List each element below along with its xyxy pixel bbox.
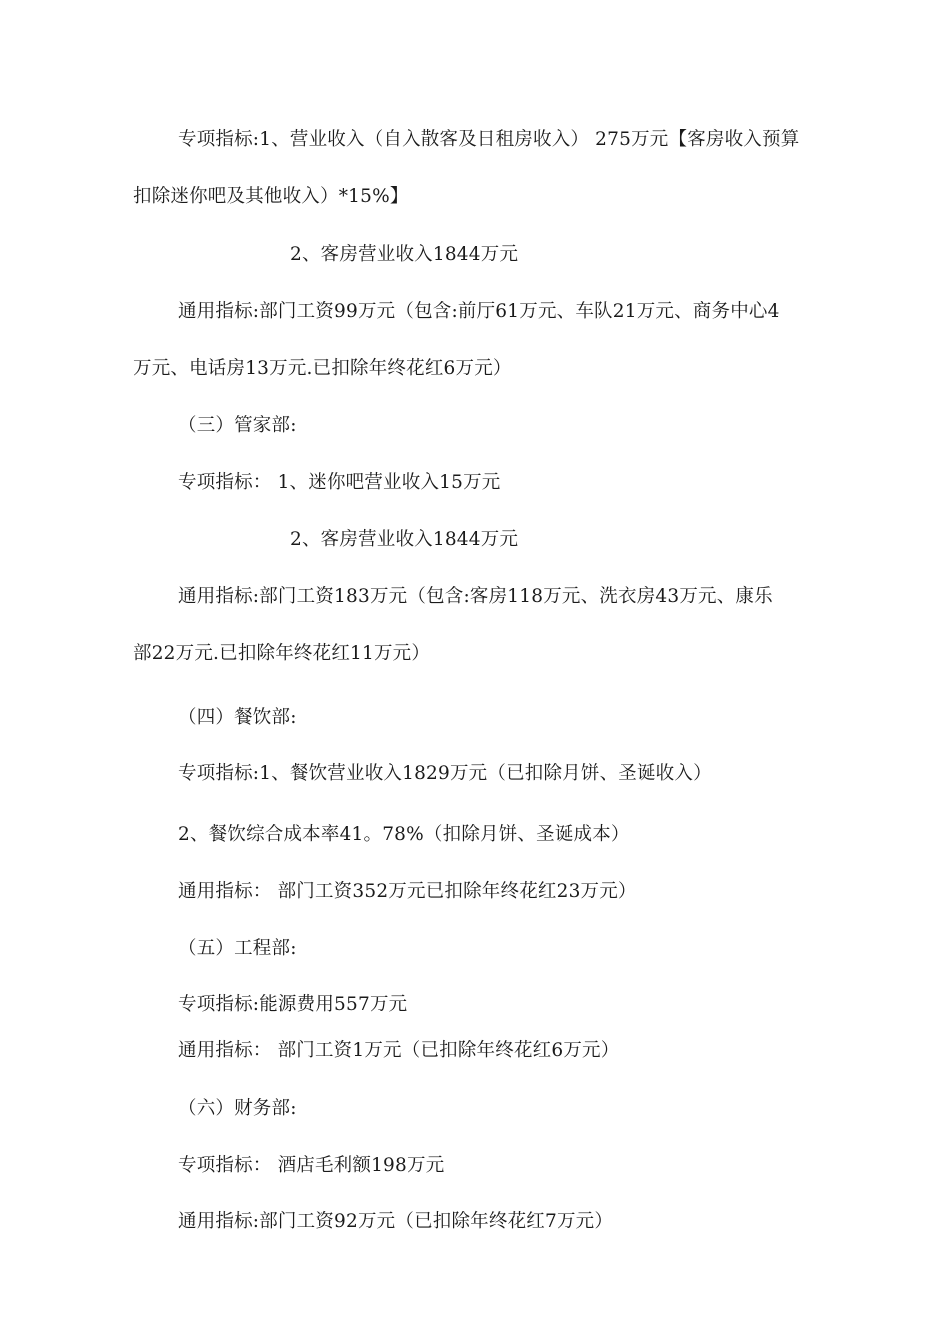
text-line: 专项指标:1、餐饮营业收入1829万元（已扣除月饼、圣诞收入） <box>178 763 712 784</box>
text-line: 通用指标： 部门工资1万元（已扣除年终花红6万元） <box>178 1040 620 1061</box>
section-heading: （三）管家部: <box>178 415 297 436</box>
section-heading: （六）财务部: <box>178 1098 297 1119</box>
section-heading: （五）工程部: <box>178 938 297 959</box>
text-line: 部22万元.已扣除年终花红11万元） <box>133 643 431 664</box>
text-line: 通用指标： 部门工资352万元已扣除年终花红23万元） <box>178 881 637 902</box>
text-line: 2、客房营业收入1844万元 <box>290 529 519 550</box>
text-line: 2、餐饮综合成本率41。78%（扣除月饼、圣诞成本） <box>178 824 630 845</box>
section-heading: （四）餐饮部: <box>178 707 297 728</box>
text-line: 通用指标:部门工资183万元（包含:客房118万元、洗衣房43万元、康乐 <box>178 586 773 607</box>
text-line: 专项指标:能源费用557万元 <box>178 994 408 1015</box>
text-line: 万元、电话房13万元.已扣除年终花红6万元） <box>133 358 512 379</box>
text-line: 专项指标： 1、迷你吧营业收入15万元 <box>178 472 501 493</box>
text-line: 专项指标:1、营业收入（自入散客及日租房收入） 275万元【客房收入预算 <box>178 129 800 150</box>
text-line: 2、客房营业收入1844万元 <box>290 244 519 265</box>
text-line: 专项指标： 酒店毛利额198万元 <box>178 1155 445 1176</box>
text-line: 通用指标:部门工资99万元（包含:前厅61万元、车队21万元、商务中心4 <box>178 301 780 322</box>
text-line: 通用指标:部门工资92万元（已扣除年终花红7万元） <box>178 1211 614 1232</box>
text-line: 扣除迷你吧及其他收入）*15%】 <box>133 186 409 207</box>
